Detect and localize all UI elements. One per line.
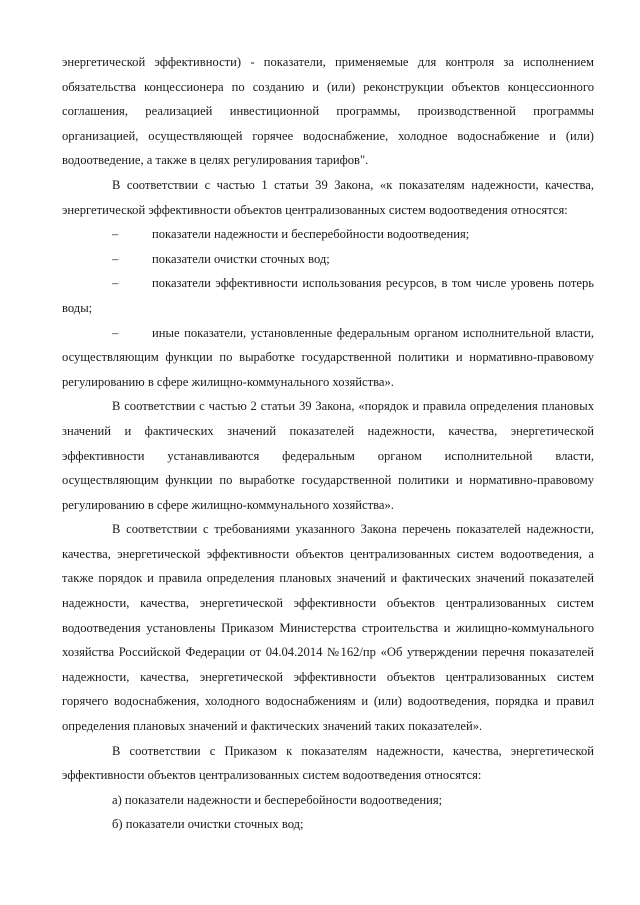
list-item-text: показатели очистки сточных вод; [152,251,330,266]
list-item-text: иные показатели, установленные федеральным органом исполнительной власти, осуществляющим функции по выработке государственной политики и нормативно-правовому регулированию в сфере жилищно-коммунального хозяйства». [62,325,594,389]
list-item-text: показатели надежности и бесперебойности водоотведения; [152,227,470,242]
list-item [62,271,594,320]
list-item-text: показатели эффективности использования ресурсов, в том числе уровень потерь воды; [62,276,594,315]
paragraph-continued: энергетической эффективности) - показатели, применяемые для контроля за исполнением обязательства концессионера по созданию и (или) реконструкции объектов концессионного соглашения, реализацией инвестиционной программы, производственной программы организацией, осуществляющей горячее водоснабжение, холодное водоснабжение и (или) водоотведение, а также в целях регулирования тарифов". [62,55,594,168]
list-item [62,247,594,272]
paragraph-order-162: В соответствии с требованиями указанного Закона перечень показателей надежности, качества, энергетической эффективности объектов централизованных систем водоотведения, а также порядок и правила определения плановых значений и фактических значений показателей надежности, качества, энергетической эффективности объектов централизованных систем водоотведения установлены Приказом Министерства строительства и жилищно-коммунального хозяйства Российской Федерации от 04.04.2014 №162/пр «Об утверждении перечня показателей надежности, качества, энергетической эффективности объектов централизованных систем горячего водоснабжения, холодного водоснабжениям и (или) водоотведения, порядка и правил определения плановых значений и фактических значений таких показателей». [62,522,594,734]
dash-bullet: – [112,276,119,291]
list-item [62,321,594,395]
list-item: а) показатели надежности и бесперебойности водоотведения; [112,792,443,807]
paragraph-order-indicators: В соответствии с Приказом к показателям надежности, качества, энергетической эффективности объектов централизованных систем водоотведения относятся: [62,743,594,783]
dash-bullet: – [112,325,119,340]
dash-bullet: – [112,251,119,266]
paragraph-article-39-part-1: В соответствии с частью 1 статьи 39 Закона, «к показателям надежности, качества, энергетической эффективности объектов централизованных систем водоотведения относятся: [62,177,594,217]
document-body [62,50,594,837]
dash-bullet: – [112,227,119,242]
list-item [62,222,594,247]
paragraph-article-39-part-2: В соответствии с частью 2 статьи 39 Закона, «порядок и правила определения плановых значений и фактических значений показателей надежности, качества, энергетической эффективности устанавливаются федеральным органом исполнительной власти, осуществляющим функции по выработке государственной политики и нормативно-правовому регулированию в сфере жилищно-коммунального хозяйства». [62,399,594,512]
list-item: б) показатели очистки сточных вод; [112,817,304,832]
